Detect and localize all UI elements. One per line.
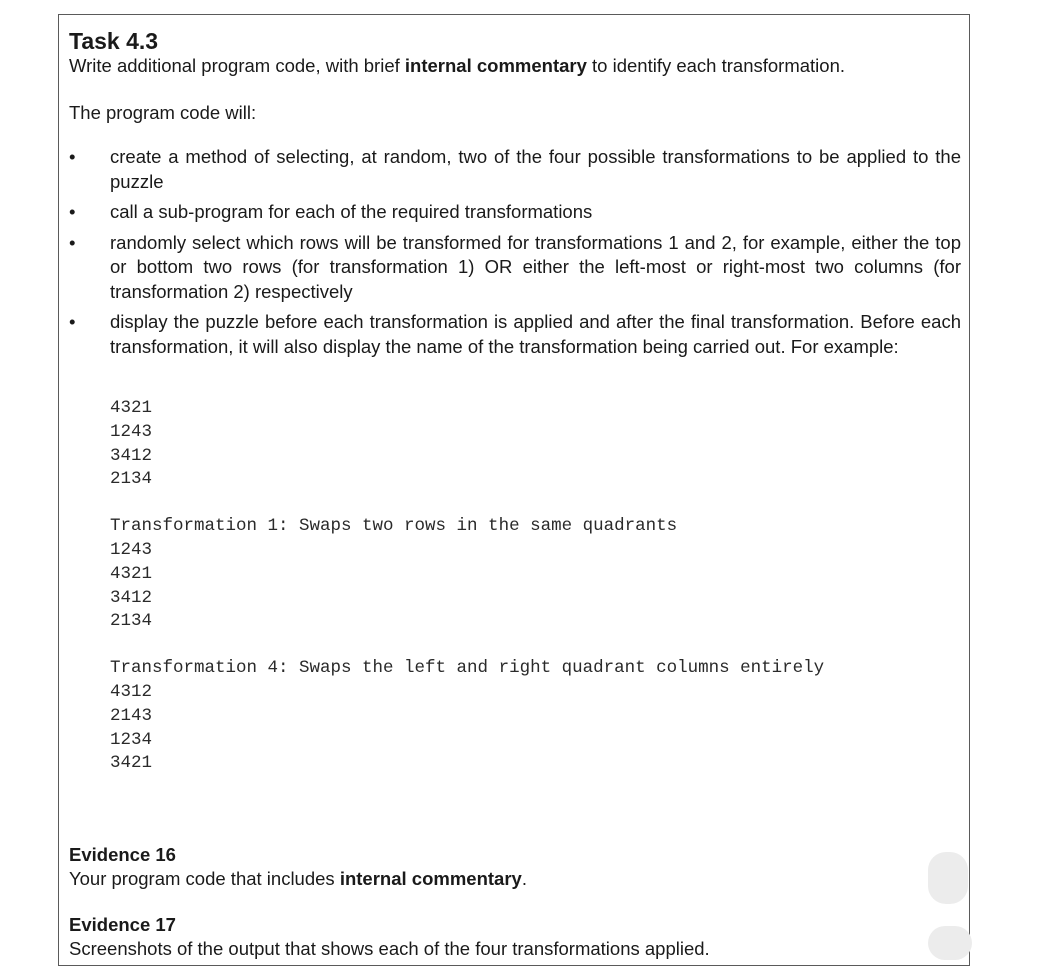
evidence-16-text-end: . bbox=[521, 868, 527, 889]
bullet-icon: • bbox=[69, 311, 76, 332]
evidence-17-title: Evidence 17 bbox=[69, 914, 176, 935]
transformation-4-heading: Transformation 4: Swaps the left and right quadrant columns entirely bbox=[110, 658, 825, 679]
scan-artifact bbox=[928, 926, 972, 960]
requirements-list bbox=[69, 145, 961, 359]
grid-row: 4321 bbox=[110, 563, 153, 584]
evidence-17-block bbox=[69, 913, 961, 961]
code-will-heading: The program code will: bbox=[69, 102, 257, 123]
task-intro bbox=[69, 54, 961, 78]
grid-row: 3412 bbox=[110, 587, 153, 608]
grid-row: 1234 bbox=[110, 729, 153, 750]
list-item-text: create a method of selecting, at random, two of the four possible transformations to be applied to the puzzle bbox=[110, 146, 961, 192]
evidence-16-block bbox=[69, 843, 961, 891]
grid-row: 2134 bbox=[110, 469, 153, 490]
list-item-text: call a sub-program for each of the required transformations bbox=[110, 201, 593, 222]
list-item bbox=[69, 310, 961, 359]
intro-text-end: to identify each transformation. bbox=[586, 55, 845, 76]
grid-row: 1243 bbox=[110, 421, 153, 442]
task-title: Task 4.3 bbox=[69, 28, 159, 54]
scan-artifact bbox=[928, 852, 968, 904]
example-initial-grid bbox=[110, 397, 961, 492]
grid-row: 1243 bbox=[110, 539, 153, 560]
intro-text: Write additional program code, with brief bbox=[69, 55, 405, 76]
transformation-4-grid bbox=[110, 681, 961, 776]
evidence-17-text: Screenshots of the output that shows each of the four transformations applied. bbox=[69, 938, 710, 959]
list-item-text: display the puzzle before each transformation is applied and after the final transformation. Before each transformation, it will also display the name of the transformation being carried out. For example: bbox=[110, 311, 961, 357]
grid-row: 2143 bbox=[110, 705, 153, 726]
bullet-icon: • bbox=[69, 231, 76, 253]
bullet-icon: • bbox=[69, 201, 76, 222]
list-item-text: randomly select which rows will be transformed for transformations 1 and 2, for example, either the top or bottom two rows (for transformation 1) OR either the left-most or right-most two columns (for transformation 2) respectively bbox=[110, 231, 961, 302]
list-item bbox=[69, 231, 961, 305]
transformation-1-heading: Transformation 1: Swaps two rows in the same quadrants bbox=[110, 516, 678, 537]
evidence-16-bold-text: internal commentary bbox=[339, 868, 522, 889]
grid-row: 2134 bbox=[110, 611, 153, 632]
transformation-1-grid bbox=[110, 539, 961, 634]
evidence-16-text bbox=[69, 867, 961, 891]
intro-bold-text: internal commentary bbox=[404, 55, 587, 76]
evidence-16-title: Evidence 16 bbox=[69, 844, 176, 865]
task-content bbox=[69, 28, 961, 776]
list-item bbox=[69, 145, 961, 194]
grid-row: 3421 bbox=[110, 753, 153, 774]
grid-row: 3412 bbox=[110, 445, 153, 466]
list-item bbox=[69, 200, 961, 225]
bullet-icon: • bbox=[69, 146, 76, 167]
evidence-16-text-start: Your program code that includes bbox=[69, 868, 340, 889]
grid-row: 4321 bbox=[110, 398, 153, 418]
grid-row: 4312 bbox=[110, 681, 153, 702]
